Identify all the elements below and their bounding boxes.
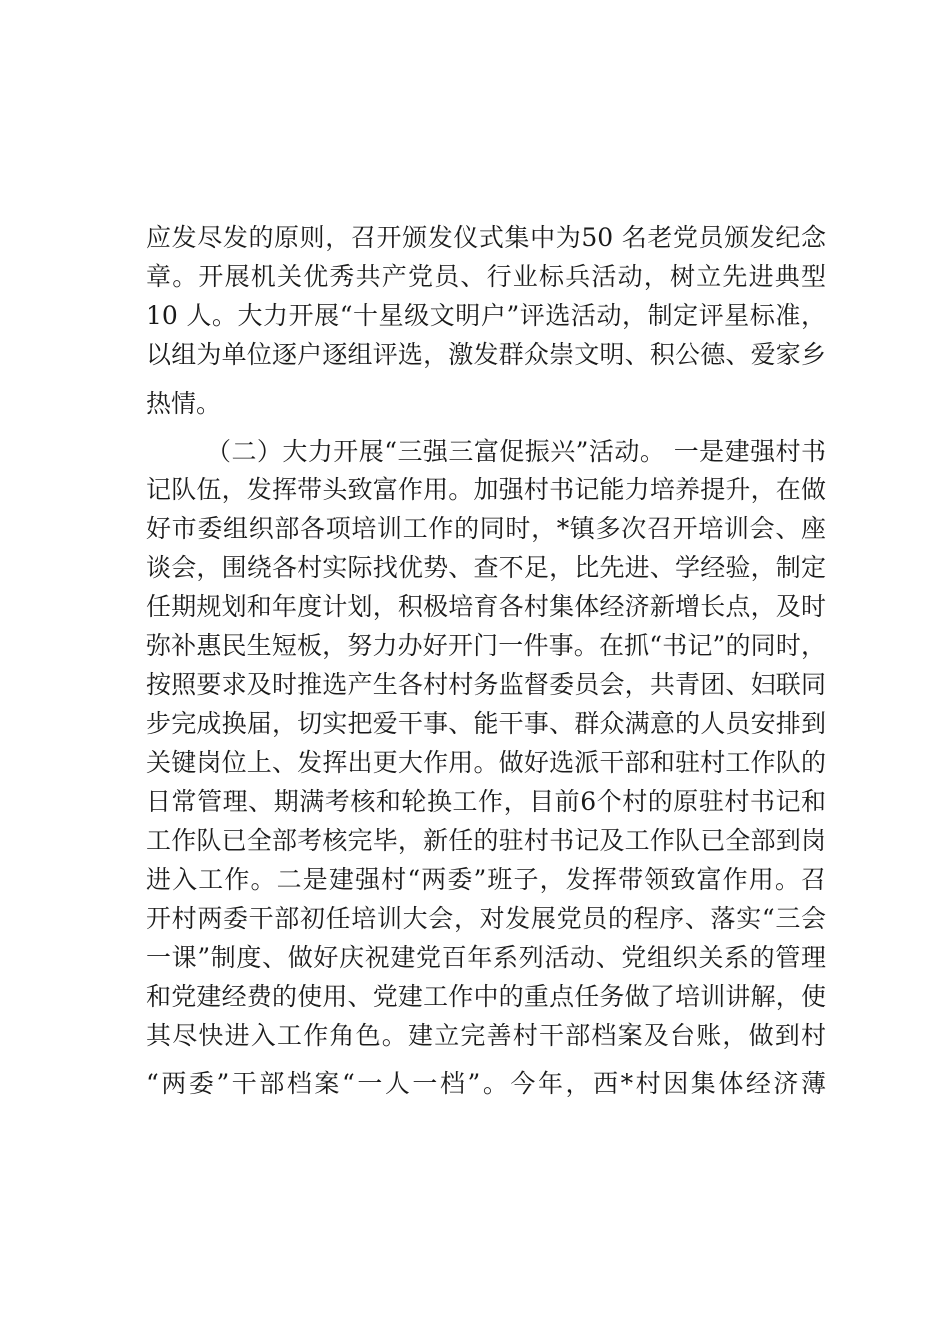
paragraph-1-line-2: 章。开展机关优秀共产党员、行业标兵活动，树立先进典型 <box>146 262 826 291</box>
paragraph-2-line-8: 步完成换届，切实把爱干事、能干事、群众满意的人员安排到 <box>146 709 826 738</box>
paragraph-2-line-10: 日常管理、期满考核和轮换工作，目前6个村的原驻村书记和 <box>146 787 826 816</box>
paragraph-2-line-5: 任期规划和年度计划，积极培育各村集体经济新增长点，及时 <box>146 592 826 621</box>
paragraph-2-line-6: 弥补惠民生短板，努力办好开门一件事。在抓“书记”的同时， <box>146 631 826 660</box>
paragraph-2-line-1: （二）大力开展“三强三富促振兴”活动。 一是建强村书 <box>206 437 826 466</box>
paragraph-1-line-1: 应发尽发的原则，召开颁发仪式集中为50 名老党员颁发纪念 <box>146 223 826 252</box>
paragraph-2-line-15: 和党建经费的使用、党建工作中的重点任务做了培训讲解，使 <box>146 982 826 1011</box>
paragraph-2-line-13: 开村两委干部初任培训大会，对发展党员的程序、落实“三会 <box>146 904 826 933</box>
paragraph-2-line-17: “两委”干部档案“一人一档”。今年，西*村因集体经济薄 <box>146 1069 826 1098</box>
paragraph-1-line-4: 以组为单位逐户逐组评选，激发群众崇文明、积公德、爱家乡 <box>146 340 826 369</box>
paragraph-1-line-5: 热情。 <box>146 389 222 418</box>
paragraph-1-line-3: 10 人。大力开展“十星级文明户”评选活动，制定评星标准， <box>146 301 826 330</box>
paragraph-2-line-11: 工作队已全部考核完毕，新任的驻村书记及工作队已全部到岗 <box>146 826 826 855</box>
paragraph-2-line-14: 一课”制度、做好庆祝建党百年系列活动、党组织关系的管理 <box>146 943 826 972</box>
paragraph-2-line-16: 其尽快进入工作角色。建立完善村干部档案及台账，做到村 <box>146 1021 826 1050</box>
paragraph-2-line-9: 关键岗位上、发挥出更大作用。做好选派干部和驻村工作队的 <box>146 748 826 777</box>
paragraph-2-line-12: 进入工作。二是建强村“两委”班子，发挥带领致富作用。召 <box>146 865 826 894</box>
paragraph-2-line-2: 记队伍，发挥带头致富作用。加强村书记能力培养提升，在做 <box>146 475 826 504</box>
paragraph-2-line-4: 谈会，围绕各村实际找优势、查不足，比先进、学经验，制定 <box>146 553 826 582</box>
paragraph-2-line-3: 好市委组织部各项培训工作的同时，*镇多次召开培训会、座 <box>146 514 826 543</box>
paragraph-2-line-7: 按照要求及时推选产生各村村务监督委员会，共青团、妇联同 <box>146 670 826 699</box>
